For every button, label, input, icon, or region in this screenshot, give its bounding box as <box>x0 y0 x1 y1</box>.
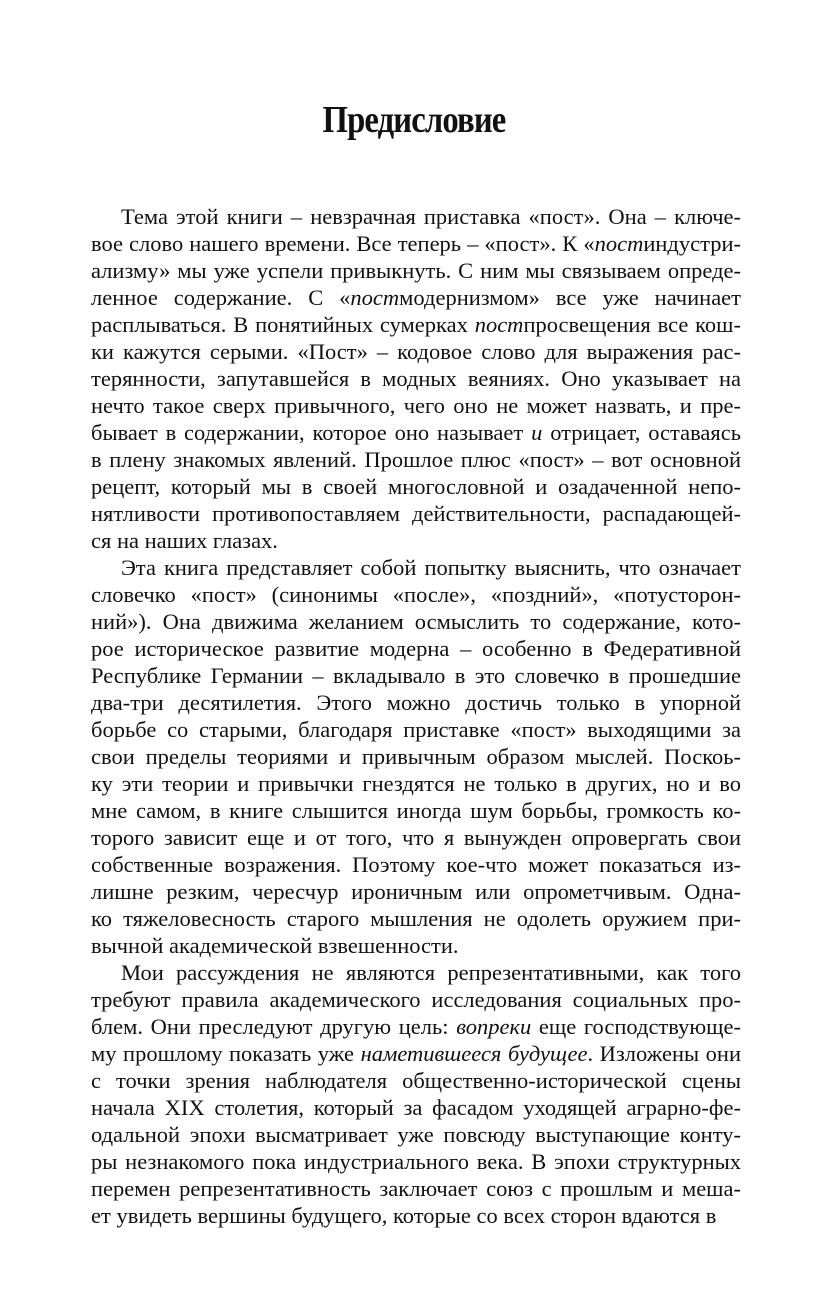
text-line <box>91 824 741 851</box>
text-segment: Мои рассуждения не являются репрезентативными, как того <box>121 960 741 985</box>
text-segment: расплываться. В понятийных сумерках <box>91 312 475 337</box>
text-line <box>91 743 741 770</box>
text-segment: свои пределы теориями и привычным образом мыслей. Поскоь- <box>91 744 741 769</box>
text-segment: ко тяжеловесность старого мышления не одолеть оружием при- <box>91 906 741 931</box>
text-segment: ры незнакомого пока индустриального века. В эпохи структурных <box>91 1149 741 1174</box>
text-segment: в плену знакомых явлений. Прошлое плюс «пост» – вот основной <box>91 447 741 472</box>
text-segment: еще господствующе- <box>531 1014 741 1039</box>
italic-text: вопреки <box>456 1014 532 1039</box>
italic-text: пост <box>350 285 400 310</box>
italic-text: пост <box>474 312 524 337</box>
text-line <box>91 554 741 581</box>
text-line <box>91 635 741 662</box>
text-line <box>91 527 741 554</box>
text-line <box>91 1148 741 1175</box>
text-segment: одальной эпохи высматривает уже повсюду выступающие конту- <box>91 1122 741 1147</box>
text-segment: требуют правила академического исследования социальных про- <box>91 987 741 1012</box>
text-line <box>91 446 741 473</box>
text-line <box>91 257 741 284</box>
text-line <box>91 716 741 743</box>
text-segment: ки кажутся серыми. «Пост» – кодовое слово для выражения рас- <box>91 339 741 364</box>
text-segment: ленное содержание. С « <box>91 285 351 310</box>
text-line <box>91 851 741 878</box>
text-segment: перемен репрезентативность заключает союз с прошлым и меша- <box>91 1176 741 1201</box>
text-line <box>91 770 741 797</box>
text-segment: Тема этой книги – невзрачная приставка «пост». Она – ключе- <box>121 204 741 229</box>
text-segment: . Изложены они <box>587 1041 741 1066</box>
text-line <box>91 1175 741 1202</box>
text-segment: индустри- <box>643 231 741 256</box>
text-line <box>91 473 741 500</box>
text-segment: собственные возражения. Поэтому кое-что может показаться из- <box>91 852 741 877</box>
text-segment: ет увидеть вершины будущего, которые со всех сторон вдаются в <box>91 1203 717 1228</box>
text-line <box>91 230 741 257</box>
text-line <box>91 284 741 311</box>
text-line <box>91 905 741 932</box>
body-text <box>91 203 741 1229</box>
text-segment: борьбе со старыми, благодаря приставке «пост» выходящими за <box>91 717 741 742</box>
text-line <box>91 581 741 608</box>
text-segment: Республике Германии – вкладывало в это словечко в прошедшие <box>91 663 741 688</box>
text-segment: два-три десятилетия. Этого можно достичь только в упорной <box>91 690 741 715</box>
text-segment: начала XIX столетия, который за фасадом уходящей аграрно-фе- <box>91 1095 741 1120</box>
text-segment: нятливости противопоставляем действительности, распадающей- <box>91 501 741 526</box>
text-line <box>91 338 741 365</box>
text-segment: рое историческое развитие модерна – особенно в Федеративной <box>91 636 741 661</box>
page-title: Предисловие <box>322 99 506 141</box>
paragraph <box>91 203 741 554</box>
text-segment: терянности, запутавшейся в модных веяниях. Оно указывает на <box>91 366 741 391</box>
text-line <box>91 1094 741 1121</box>
text-segment: ку эти теории и привычки гнездятся не только в других, но и во <box>91 771 741 796</box>
paragraph <box>91 959 741 1229</box>
text-line <box>91 689 741 716</box>
text-segment: ний»). Она движима желанием осмыслить то содержание, кото- <box>91 609 741 634</box>
italic-text: и <box>531 420 543 445</box>
text-segment: мне самом, в книге слышится иногда шум борьбы, громкость ко- <box>91 798 741 823</box>
italic-text: пост <box>594 231 644 256</box>
text-segment: с точки зрения наблюдателя общественно-исторической сцены <box>91 1068 741 1093</box>
text-segment: блем. Они преследуют другую цель: <box>91 1014 457 1039</box>
text-line <box>91 662 741 689</box>
text-segment: лишне резким, чересчур ироничным или опрометчивым. Одна- <box>91 879 741 904</box>
text-line <box>91 1040 741 1067</box>
text-segment: отрицает, оставаясь <box>542 420 741 445</box>
text-segment: вое слово нашего времени. Все теперь – «пост». К « <box>91 231 595 256</box>
text-line <box>91 203 741 230</box>
paragraph <box>91 554 741 959</box>
text-line <box>91 878 741 905</box>
text-line <box>91 608 741 635</box>
text-segment: словечко «пост» (синонимы «после», «поздний», «потусторон- <box>91 582 741 607</box>
text-line <box>91 1067 741 1094</box>
text-segment: просвещения все кош- <box>523 312 742 337</box>
text-line <box>91 392 741 419</box>
text-line <box>91 365 741 392</box>
text-segment: нечто такое сверх привычного, чего оно не может назвать, и пре- <box>91 393 741 418</box>
text-segment: рецепт, который мы в своей многословной и озадаченной непо- <box>91 474 741 499</box>
text-segment: ализму» мы уже успели привыкнуть. С ним мы связываем опреде- <box>91 258 741 283</box>
text-line <box>91 1121 741 1148</box>
text-segment: модернизмом» все уже начинает <box>399 285 741 310</box>
text-segment: ся на наших глазах. <box>91 528 278 553</box>
text-line <box>91 932 741 959</box>
text-line <box>91 311 741 338</box>
text-line <box>91 1013 741 1040</box>
text-line <box>91 500 741 527</box>
text-line <box>91 959 741 986</box>
text-line <box>91 1202 741 1229</box>
text-line <box>91 797 741 824</box>
text-line <box>91 419 741 446</box>
text-segment: му прошлому показать уже <box>91 1041 361 1066</box>
text-segment: вычной академической взвешенности. <box>91 933 459 958</box>
text-line <box>91 986 741 1013</box>
italic-text: наметившееся будущее <box>360 1041 588 1066</box>
text-segment: бывает в содержании, которое оно называет <box>91 420 532 445</box>
text-segment: Эта книга представляет собой попытку выяснить, что означает <box>121 555 741 580</box>
text-segment: торого зависит еще и от того, что я вынужден опровергать свои <box>91 825 741 850</box>
